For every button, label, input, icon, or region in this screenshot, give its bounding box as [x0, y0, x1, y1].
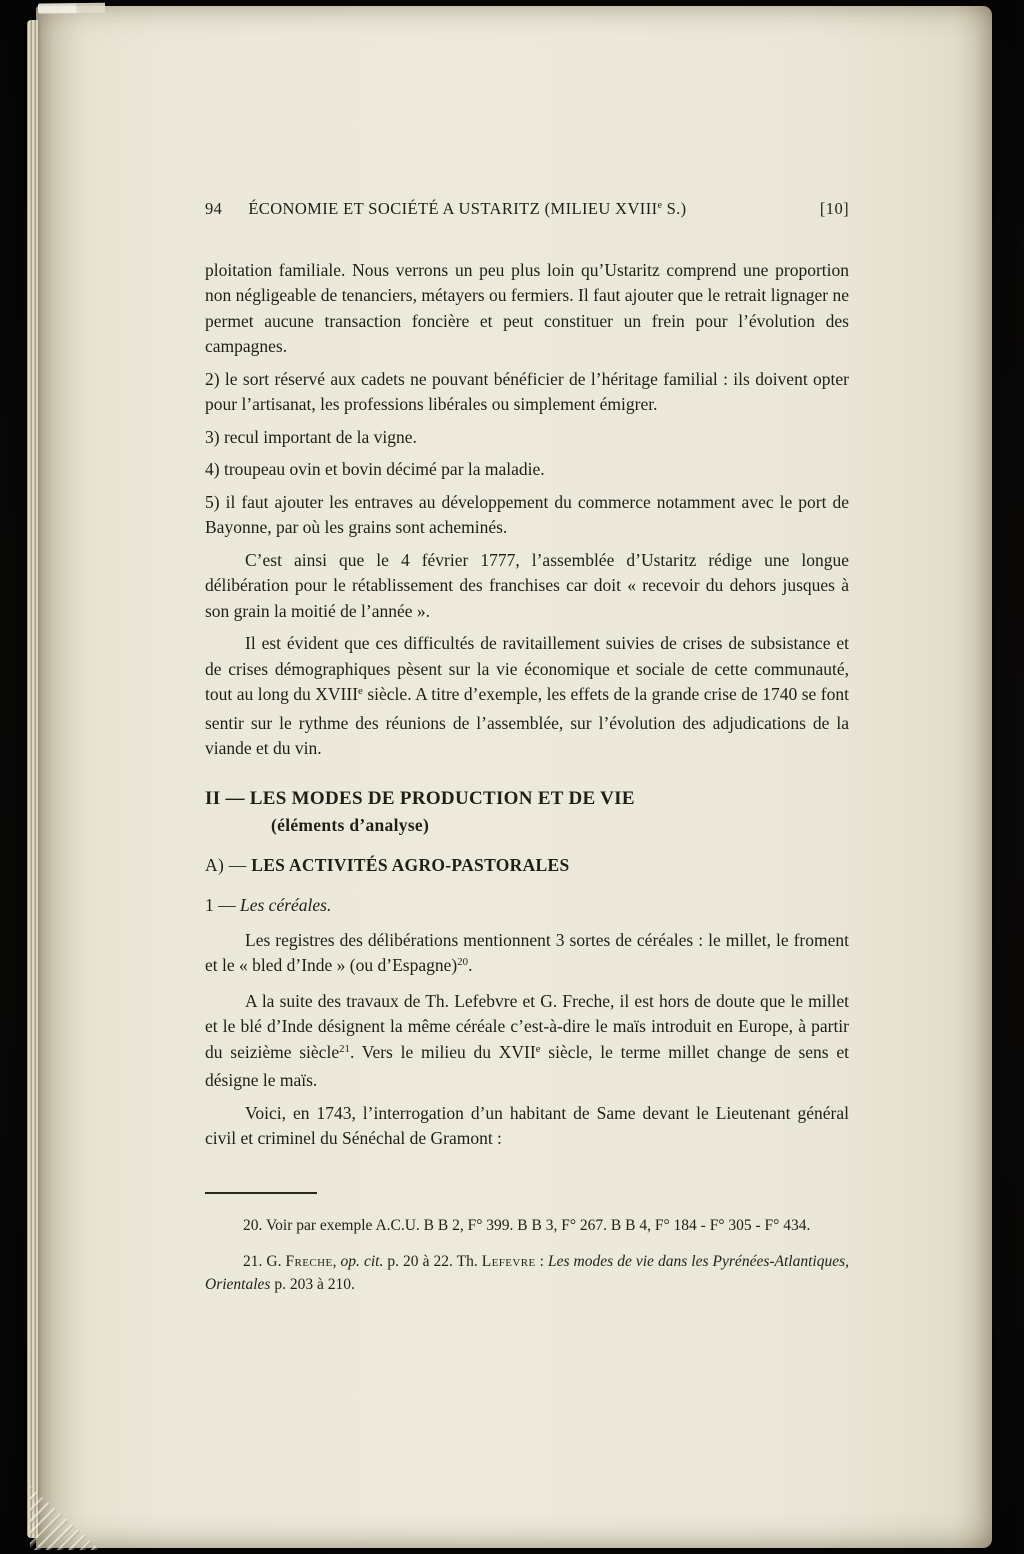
text-run: A la suite des travaux de Th. Lefebvre et G. Freche, il est hors de doute que le millet et le blé d’Inde désignent la même céréale c’est-à-dire le maïs introduit en Europe, à partir du seizième siècle	[205, 990, 849, 1062]
paragraph-interrogation: Voici, en 1743, l’interrogation d’un habitant de Same devant le Lieutenant général civil et criminel du Sénéchal de Gramont :	[205, 1102, 849, 1148]
text-run: .	[468, 955, 473, 975]
text-run: . Vers le milieu du XVII	[349, 1041, 536, 1062]
footnote-20: 20. Voir par exemple A.C.U. B B 2, F° 399. B B 3, F° 267. B B 4, F° 184 - F° 305 - F° 434.	[243, 1217, 811, 1234]
section-heading-line1	[205, 786, 849, 812]
section-heading-line2: (éléments d’analyse)	[271, 814, 430, 835]
footnote-ref-20: 20	[457, 956, 469, 968]
page-number: 94	[205, 199, 223, 218]
list-item-4: 4) troupeau ovin et bovin décimé par la maladie.	[205, 459, 545, 479]
running-header	[205, 196, 849, 225]
text-run: Les registres des délibérations mentionnent 3 sortes de céréales : le millet, le froment et le « bled d’Inde » (ou d’Espagne)	[205, 929, 849, 975]
paragraph-difficultes	[205, 631, 849, 762]
footnote-rule	[205, 1192, 317, 1194]
text-run: ,	[332, 1253, 341, 1270]
text-run: Freche	[285, 1253, 333, 1270]
text-run: p. 203 à 210.	[270, 1276, 355, 1293]
column-reference: [10]	[819, 199, 849, 218]
subsection-heading	[205, 853, 849, 879]
running-title	[248, 196, 800, 225]
text-run: 1 —	[205, 895, 240, 915]
text-run: Les modes de vie dans les Pyrénées-Atlantiques, Orientales	[205, 1253, 849, 1293]
text-run: op. cit.	[340, 1253, 384, 1270]
text-run: II —	[205, 787, 250, 809]
item-heading	[205, 893, 849, 919]
page-corner-stack	[30, 1486, 100, 1550]
book-page	[36, 6, 992, 1548]
text-run: A) —	[205, 854, 252, 875]
page-stack-edges	[27, 20, 38, 1538]
text-run: p. 20 à 22. Th.	[383, 1253, 482, 1270]
list-item-5: 5) il faut ajouter les entraves au développement du commerce notamment avec le port de Bayonne, par où les grains sont acheminés.	[205, 491, 849, 537]
text-run: :	[535, 1253, 548, 1270]
paragraph-travaux	[205, 989, 849, 1094]
text-run: siècle. A titre d’exemple, les effets de la grande crise de 1740 se font sentir sur le rythme des réunions de l’assemblée, sur l’évolution des adjudications de la viande et du vin.	[205, 684, 849, 758]
text-run: ÉCONOMIE ET SOCIÉTÉ A USTARITZ (MILIEU XVIII	[248, 199, 658, 218]
list-item-3: 3) recul important de la vigne.	[205, 426, 417, 447]
text-run: LES ACTIVITÉS AGRO-PASTORALES	[251, 854, 570, 875]
text-run: 21. G.	[243, 1253, 286, 1270]
text-run: e	[657, 200, 663, 211]
section-heading	[205, 786, 849, 838]
page-corner-slivers	[38, 2, 134, 13]
paragraph-assemblee: C’est ainsi que le 4 février 1777, l’assemblée d’Ustaritz rédige une longue délibération pour le rétablissement des franchises car doit « recevoir du dehors jusques à son grain la moitié de l’année ».	[205, 549, 849, 621]
paragraph-continuation: ploitation familiale. Nous verrons un peu plus loin qu’Ustaritz comprend une proportion non négligeable de tenanciers, métayers ou fermiers. Il faut ajouter que le retrait lignager ne permet aucune transaction foncière et peut constituer un frein pour l’évolution des campagnes.	[205, 259, 849, 356]
footnote-21	[205, 1250, 849, 1296]
text-run: Les céréales.	[240, 895, 332, 915]
footnote-ref-21: 21	[339, 1042, 350, 1055]
list-item-2: 2) le sort réservé aux cadets ne pouvant bénéficier de l’héritage familial : ils doivent opter pour l’artisanat, les professions libérales ou simplement émigrer.	[205, 368, 849, 414]
footnotes-block	[205, 1192, 849, 1309]
text-run: siècle, le terme millet change de sens et désigne le maïs.	[205, 1041, 849, 1090]
text-run: LES MODES DE PRODUCTION ET DE VIE	[249, 787, 635, 809]
paragraph-registres	[205, 928, 849, 982]
text-run: e	[535, 1042, 541, 1055]
text-run: S.)	[662, 199, 687, 218]
text-run: Il est évident que ces difficultés de ravitaillement suivies de crises de subsistance et de crises démographiques pèsent sur la vie économique et sociale de cette communauté, tout au long du XVIII	[205, 633, 849, 704]
text-column	[205, 196, 849, 1159]
text-run: e	[358, 685, 363, 697]
text-run: Lefevre	[481, 1253, 536, 1270]
